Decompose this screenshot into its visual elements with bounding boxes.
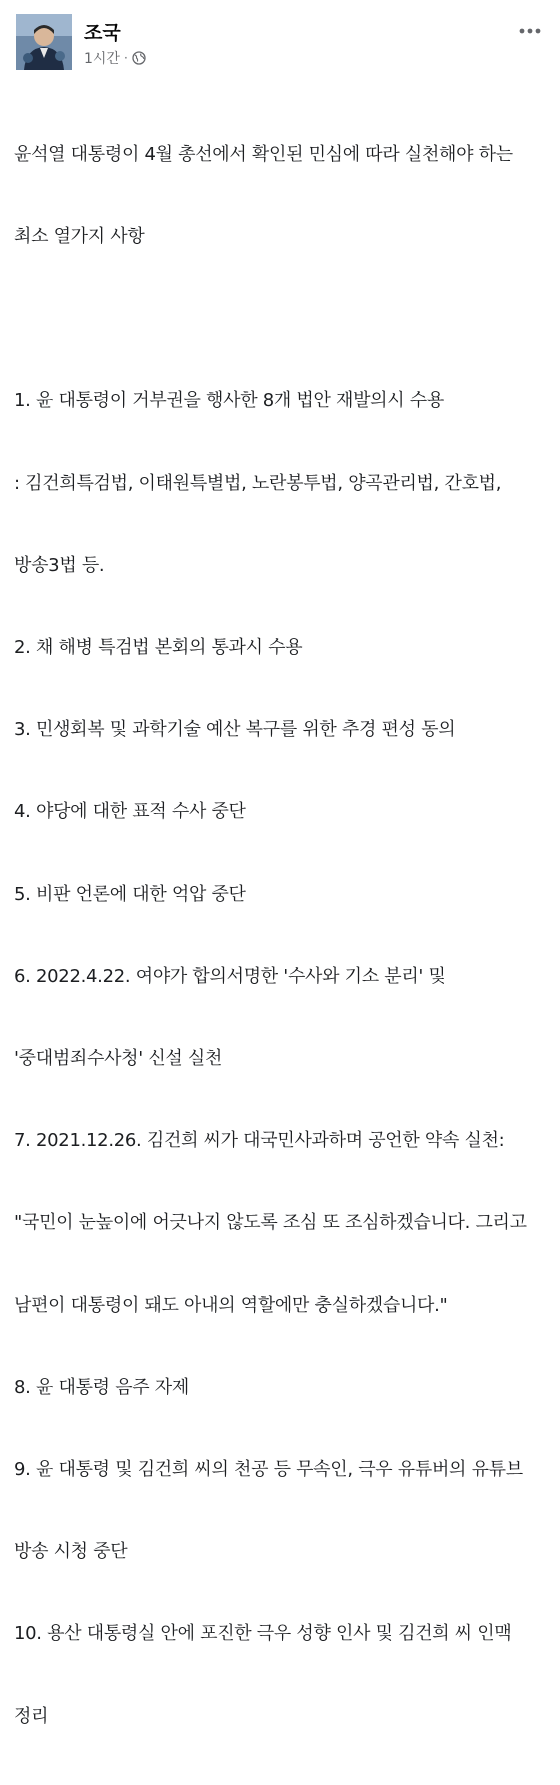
post-meta	[84, 48, 146, 68]
post-line: 정리	[14, 1705, 49, 1727]
post-author-name[interactable]: 조국	[84, 22, 121, 44]
post-body	[14, 86, 550, 1785]
post-line-blank	[14, 305, 550, 332]
post-line: 남편이 대통령이 돼도 아내의 역할에만 충실하겠습니다."	[14, 1294, 448, 1316]
post-line: 1. 윤 대통령이 거부권을 행사한 8개 법안 재발의시 수용	[14, 390, 444, 412]
post-line: 방송3법 등.	[14, 554, 105, 576]
post-line: 7. 2021.12.26. 김건희 씨가 대국민사과하며 공언한 약속 실천:	[14, 1130, 505, 1152]
meta-separator: ·	[123, 51, 128, 65]
post-line: 10. 용산 대통령실 안에 포진한 극우 성향 인사 및 김건희 씨 인맥	[14, 1623, 512, 1645]
post-line: 3. 민생회복 및 과학기술 예산 복구를 위한 추경 편성 동의	[14, 719, 456, 741]
post-line: 5. 비판 언론에 대한 억압 중단	[14, 883, 246, 905]
post-line: 최소 열가지 사항	[14, 226, 145, 248]
post-line: 4. 야당에 대한 표적 수사 중단	[14, 801, 246, 823]
post-header	[16, 14, 544, 70]
post-line: 2. 채 해병 특검법 본회의 통과시 수용	[14, 637, 303, 659]
post-line: '중대범죄수사청' 신설 실천	[14, 1048, 223, 1070]
post-timestamp[interactable]: 1시간	[84, 51, 120, 67]
avatar-image	[16, 14, 72, 70]
post-line: 8. 윤 대통령 음주 자제	[14, 1376, 189, 1398]
more-dots-icon	[519, 19, 541, 38]
globe-icon[interactable]	[132, 51, 146, 65]
avatar[interactable]	[16, 14, 72, 70]
post-line: 방송 시청 중단	[14, 1541, 128, 1563]
post-line: 9. 윤 대통령 및 김건희 씨의 천공 등 무속인, 극우 유튜버의 유튜브	[14, 1459, 523, 1481]
more-options-button[interactable]	[516, 14, 544, 42]
post-line: 6. 2022.4.22. 여야가 합의서명한 '수사와 기소 분리' 및	[14, 965, 446, 987]
post-line: "국민이 눈높이에 어긋나지 않도록 조심 또 조심하겠습니다. 그리고	[14, 1212, 527, 1234]
post-line: 윤석열 대통령이 4월 총선에서 확인된 민심에 따라 실천해야 하는	[14, 143, 513, 165]
post-line: : 김건희특검법, 이태원특별법, 노란봉투법, 양곡관리법, 간호법,	[14, 472, 502, 494]
